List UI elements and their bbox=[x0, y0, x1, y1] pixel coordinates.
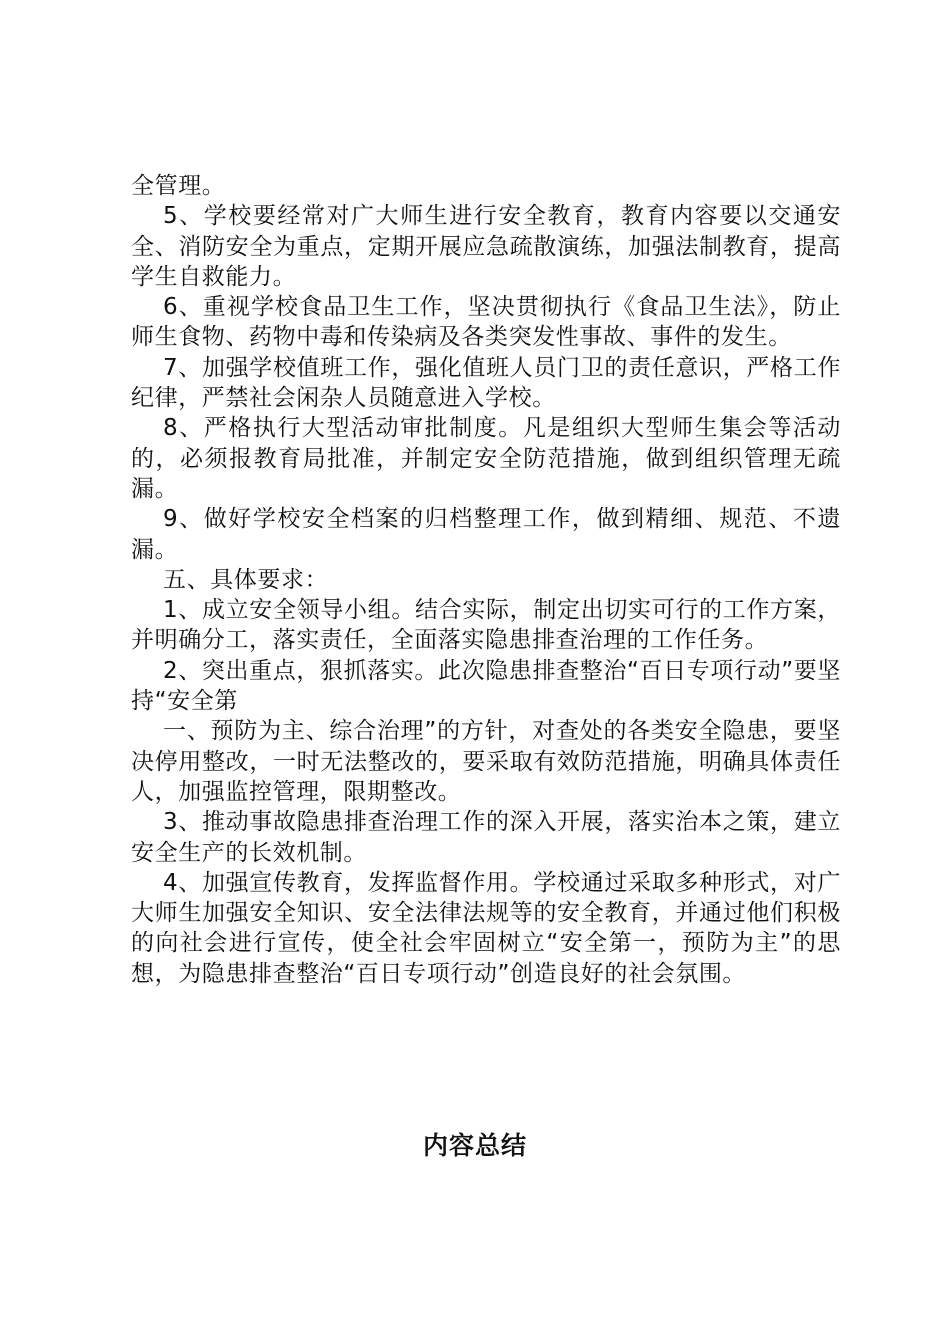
paragraph: 一、预防为主、综合治理”的方针，对查处的各类安全隐患，要坚决停用整改，一时无法整改的，要采取有效防范措施，明确具体责任人，加强监控管理，限期整改。 bbox=[131, 718, 841, 805]
paragraph: 4、加强宣传教育，发挥监督作用。学校通过采取多种形式，对广大师生加强安全知识、安全法律法规等的安全教育，并通过他们积极的向社会进行宣传，使全社会牢固树立“安全第一，预防为主”的思想，为隐患排查整治“百日专项行动”创造良好的社会氛围。 bbox=[131, 869, 841, 987]
paragraph: 1、成立安全领导小组。结合实际，制定出切实可行的工作方案，并明确分工，落实责任，全面落实隐患排查治理的工作任务。 bbox=[131, 597, 841, 654]
document-body bbox=[131, 171, 841, 989]
paragraph: 6、重视学校食品卫生工作，坚决贯彻执行《食品卫生法》，防止师生食物、药物中毒和传染病及各类突发性事故、事件的发生。 bbox=[131, 294, 841, 351]
paragraph: 9、做好学校安全档案的归档整理工作，做到精细、规范、不遗漏。 bbox=[131, 506, 841, 563]
paragraph: 8、严格执行大型活动审批制度。凡是组织大型师生集会等活动的，必须报教育局批准，并制定安全防范措施，做到组织管理无疏漏。 bbox=[131, 415, 841, 502]
paragraph: 全管理。 bbox=[131, 173, 226, 199]
paragraph: 3、推动事故隐患排查治理工作的深入开展，落实治本之策，建立安全生产的长效机制。 bbox=[131, 809, 841, 866]
paragraph: 7、加强学校值班工作，强化值班人员门卫的责任意识，严格工作纪律，严禁社会闲杂人员随意进入学校。 bbox=[131, 354, 841, 412]
section-heading: 五、具体要求： bbox=[163, 566, 329, 593]
paragraph: 2、突出重点，狠抓落实。此次隐患排查整治“百日专项行动”要坚持“安全第 bbox=[131, 657, 841, 715]
summary-title: 内容总结 bbox=[422, 1131, 527, 1160]
paragraph: 5、学校要经常对广大师生进行安全教育，教育内容要以交通安全、消防安全为重点，定期开展应急疏散演练，加强法制教育，提高学生自救能力。 bbox=[131, 203, 841, 290]
